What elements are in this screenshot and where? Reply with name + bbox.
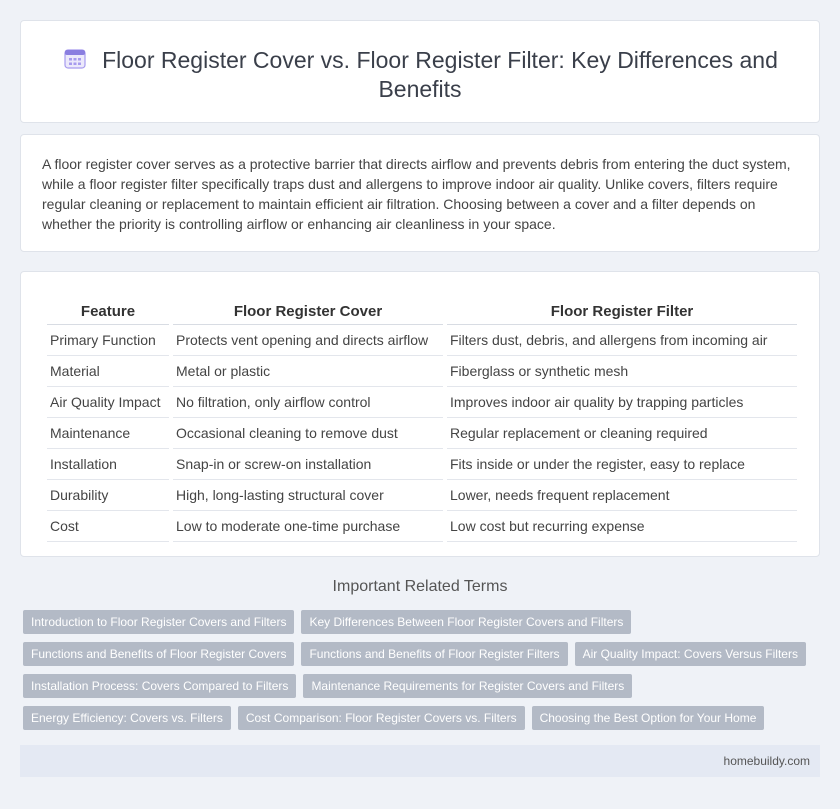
calendar-icon [62,45,88,71]
table-row [47,325,797,356]
table-cell: Occasional cleaning to remove dust [173,418,443,449]
page-title-text: Floor Register Cover vs. Floor Register Filter: Key Differences and Benefits [102,47,778,102]
related-term-tag[interactable]: Functions and Benefits of Floor Register Filters [301,642,567,666]
table-row [47,356,797,387]
comparison-card [20,271,820,557]
related-term-tag[interactable]: Energy Efficiency: Covers vs. Filters [23,706,231,730]
comparison-table [43,297,801,542]
table-cell: Low to moderate one-time purchase [173,511,443,542]
table-cell: Low cost but recurring expense [447,511,797,542]
column-header-feature: Feature [47,297,169,325]
intro-paragraph: A floor register cover serves as a protective barrier that directs airflow and prevents debris from entering the duct system, while a floor register filter specifically traps dust and allergens to improve indoor air quality. Unlike covers, filters require regular cleaning or replacement to maintain efficient air filtration. Choosing between a cover and a filter depends on whether the priority is controlling airflow or enhancing air cleanliness in your space. [42,156,791,232]
related-term-tag[interactable]: Functions and Benefits of Floor Register Covers [23,642,294,666]
table-cell: Primary Function [47,325,169,356]
related-term-tag[interactable]: Cost Comparison: Floor Register Covers vs. Filters [238,706,525,730]
intro-card [20,134,820,252]
table-cell: Material [47,356,169,387]
column-header-cover: Floor Register Cover [173,297,443,325]
table-cell: Installation [47,449,169,480]
column-header-filter: Floor Register Filter [447,297,797,325]
table-cell: No filtration, only airflow control [173,387,443,418]
title-card [20,20,820,123]
table-header-row [47,297,797,325]
table-row [47,511,797,542]
table-cell: Filters dust, debris, and allergens from incoming air [447,325,797,356]
table-cell: Fits inside or under the register, easy to replace [447,449,797,480]
table-cell: Cost [47,511,169,542]
table-cell: Metal or plastic [173,356,443,387]
related-term-tag[interactable]: Introduction to Floor Register Covers and Filters [23,610,294,634]
related-terms-heading: Important Related Terms [332,578,508,595]
table-row [47,480,797,511]
footer [20,745,820,777]
footer-site-link[interactable]: homebuildy.com [723,754,810,768]
table-cell: Protects vent opening and directs airflow [173,325,443,356]
table-cell: Fiberglass or synthetic mesh [447,356,797,387]
related-term-tag[interactable]: Key Differences Between Floor Register Covers and Filters [301,610,631,634]
table-cell: Maintenance [47,418,169,449]
related-term-tag[interactable]: Installation Process: Covers Compared to Filters [23,674,296,698]
table-cell: Air Quality Impact [47,387,169,418]
related-term-tag[interactable]: Maintenance Requirements for Register Covers and Filters [303,674,632,698]
table-cell: Snap-in or screw-on installation [173,449,443,480]
table-row [47,449,797,480]
table-cell: Regular replacement or cleaning required [447,418,797,449]
related-term-tag[interactable]: Choosing the Best Option for Your Home [532,706,765,730]
related-term-tag[interactable]: Air Quality Impact: Covers Versus Filters [575,642,806,666]
table-row [47,418,797,449]
table-cell: Lower, needs frequent replacement [447,480,797,511]
table-cell: High, long-lasting structural cover [173,480,443,511]
related-terms-list [23,610,823,738]
page-title [21,45,819,104]
table-cell: Improves indoor air quality by trapping particles [447,387,797,418]
table-row [47,387,797,418]
table-cell: Durability [47,480,169,511]
